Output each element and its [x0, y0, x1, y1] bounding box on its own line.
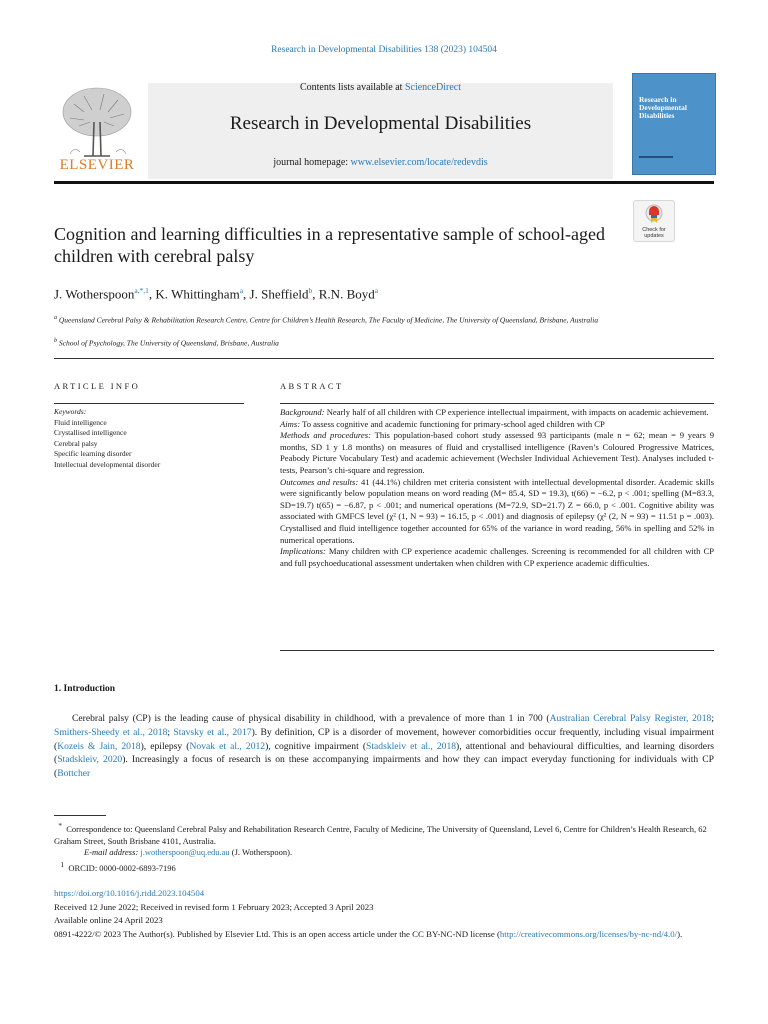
implications-text: Many children with CP experience academic challenges. Screening is recommended for all children with CP and full psychoeducational assessment undertaken when children with CP experience academic difficulties.	[280, 546, 714, 568]
sciencedirect-link[interactable]: ScienceDirect	[404, 82, 462, 93]
methods-label: Methods and procedures:	[280, 430, 371, 441]
article-title: Cognition and learning difficulties in a representative sample of school-aged children with cerebral palsy	[54, 224, 606, 266]
check-for-updates-badge[interactable]	[633, 200, 675, 242]
journal-cover-thumbnail[interactable]	[632, 73, 716, 175]
citation-link[interactable]: Bottcher	[57, 768, 91, 780]
author-affiliation-mark[interactable]: a,*,1	[134, 286, 149, 295]
keyword-item: Specific learning disorder	[54, 449, 132, 458]
journal-title: Research in Developmental Disabilities	[229, 113, 532, 134]
abstract-rule	[280, 403, 714, 404]
doi-text[interactable]: https://doi.org/10.1016/j.ridd.2023.104504	[54, 888, 205, 898]
cover-rule	[639, 156, 673, 158]
intro-text: ), cognitive impairment (	[265, 740, 367, 752]
keyword-item: Cerebral palsy	[54, 438, 98, 448]
check-updates-label: Check for updates	[642, 227, 666, 239]
footnote-mark: *	[58, 821, 62, 830]
article-info-heading: ARTICLE INFO	[54, 381, 141, 391]
citation-link[interactable]: Stadskleiv, 2020	[57, 754, 123, 766]
elsevier-wordmark: ELSEVIER	[59, 157, 135, 173]
citation-link[interactable]: Kozeis & Jain, 2018	[57, 740, 141, 752]
author-affiliation-mark[interactable]: b	[308, 286, 313, 295]
email-owner: (J. Wotherspoon).	[231, 847, 293, 857]
article-info-rule	[54, 403, 244, 404]
license-link[interactable]: http://creativecommons.org/licenses/by-nc-nd/4.0/	[499, 929, 678, 939]
email-label: E-mail address:	[84, 847, 139, 857]
citation-link[interactable]: Smithers-Sheedy et al., 2018	[54, 726, 168, 738]
check-updates-icon	[645, 204, 663, 226]
author-affiliation-mark[interactable]: a	[239, 286, 244, 295]
keyword-item: Crystallised intelligence	[54, 428, 127, 437]
keywords-label: Keywords:	[54, 407, 87, 416]
affiliation-mark: b	[54, 338, 57, 344]
abstract-background	[280, 407, 714, 419]
abstract-implications	[280, 546, 714, 569]
author-name: K. Whittingham	[155, 286, 240, 302]
affiliation-text: Queensland Cerebral Palsy & Rehabilitation Research Centre, Centre for Children’s Health Research, The Faculty of Medicine, The University of Queensland, Brisbane, Australia	[58, 315, 599, 325]
received-dates: Received 12 June 2022; Received in revised form 1 February 2023; Accepted 3 April 2023	[54, 902, 374, 912]
online-date: Available online 24 April 2023	[54, 915, 163, 925]
affiliation-rule	[54, 358, 714, 359]
license-statement	[54, 928, 714, 940]
aims-text: To assess cognitive and academic functioning for primary-school aged children with CP	[302, 418, 605, 429]
contents-line	[148, 82, 613, 93]
introduction-heading: 1. Introduction	[54, 684, 116, 694]
journal-reference-link[interactable]: Research in Developmental Disabilities 138 (2023) 104504	[271, 45, 497, 55]
abstract-heading: ABSTRACT	[280, 381, 344, 391]
contents-prefix: Contents lists available at	[299, 82, 405, 93]
author-list: J. Wotherspoon$^{a,*,1}$, K. Whittingham$^a$, J. Sheffield$^b$, R.N. Boyd$^a$	[54, 286, 379, 302]
affiliation-a	[54, 313, 634, 326]
doi-link[interactable]	[54, 887, 714, 899]
abstract-outcomes	[280, 477, 714, 547]
author-name: J. Sheffield	[249, 286, 309, 302]
outcomes-label: Outcomes and results:	[280, 476, 359, 487]
implications-label: Implications:	[280, 546, 326, 557]
license-text: 0891-4222/© 2023 The Author(s). Published by Elsevier Ltd. This is an open access article under the CC BY-NC-ND license (	[54, 929, 500, 939]
intro-text: ;	[167, 726, 174, 738]
correspondence-text: Correspondence to: Queensland Cerebral Palsy and Rehabilitation Research Centre, Faculty of Medicine, The University of Queensland, Level 6, Centre for Children’s Health Research, 62 Graham Street, South Brisbane 4101, Australia.	[54, 823, 707, 847]
introduction-paragraph	[54, 712, 714, 781]
keywords-block	[54, 407, 244, 470]
orcid-text: ORCID: 0000-0002-6893-7196	[68, 862, 176, 873]
intro-text: Cerebral palsy (CP) is the leading cause of physical disability in childhood, with a prevalence of more than 1 in 700 (	[72, 713, 550, 724]
abstract-end-rule	[280, 650, 714, 651]
footnote-mark: 1	[60, 860, 65, 869]
affiliation-b	[54, 336, 634, 349]
intro-text: ). By definition, CP is a disorder of movement, however comorbidities occur frequently, including visual impairment (	[54, 726, 715, 752]
aims-label: Aims:	[280, 418, 301, 429]
affiliation-text: School of Psychology, The University of Queensland, Brisbane, Australia	[58, 338, 279, 348]
methods-text: This population-based cohort study assessed 93 participants (male n = 62; mean = 9 years 9 months, SD 1 y 1.8 months) on measures of fluid and crystallised intelligence (Raven’s Coloured Progressive Matrices, Peabody Picture Vocabulary Test) and academic achievement (Wechsler Individual Achievement Test). Analyses included t-tests, Pearson’s chi-square and regression.	[280, 430, 714, 475]
background-label: Background:	[280, 407, 325, 417]
abstract-aims	[280, 419, 714, 431]
homepage-link[interactable]: www.elsevier.com/locate/redevdis	[350, 157, 488, 168]
abstract-methods	[280, 430, 714, 476]
abstract-body	[280, 407, 714, 569]
author-affiliation-mark[interactable]: a	[374, 286, 379, 295]
footnote-rule	[54, 815, 106, 816]
author-name: R.N. Boyd	[318, 286, 375, 302]
intro-text: ). Increasingly a focus of research is on these accompanying impairments and how they can impact everyday functioning for individuals with CP (	[54, 754, 714, 780]
homepage-line	[148, 157, 613, 168]
intro-text: ), attentional and behavioural difficulties, and learning disorders (	[54, 740, 714, 766]
header-rule	[54, 181, 714, 184]
intro-text: ;	[711, 713, 714, 724]
background-text: Nearly half of all children with CP experience intellectual impairment, with impacts on academic achievement.	[326, 407, 709, 417]
keyword-item: Intellectual developmental disorder	[54, 459, 161, 469]
citation-link[interactable]: Novak et al., 2012	[189, 740, 266, 752]
citation-link[interactable]: Australian Cerebral Palsy Register, 2018	[549, 713, 712, 724]
affiliation-mark: a	[54, 315, 57, 321]
author-name: J. Wotherspoon	[54, 286, 135, 302]
intro-text: ), epilepsy (	[140, 740, 190, 752]
keyword-item: Fluid intelligence	[54, 417, 107, 427]
cover-title: Research in Developmental Disabilities	[639, 95, 687, 120]
outcomes-text: 41 (44.1%) children met criteria consistent with intellectual developmental disorder. Academic skills were significantly below population means on word reading (M= 85.4, SD = 19.3), t(66) = −6.2, p < .001; spelling (M=83.3, SD=19.7) t(65) = −6.87, p < .001; and numerical operations (M=72.9, SD=21.7) Z = 66.0, p < .001. Cognitive ability was associated with GMFCS level (χ² (1, N = 93) = 16.15, p < .001) and diagnosis of epilepsy (χ² (2, N = 93) = 11.51 p = .003). Crystallised and fluid intelligence together accounted for 65% of the variance in word reading, 56% in spelling and 52% in numerical operations.	[280, 476, 714, 545]
license-text: ).	[677, 929, 683, 939]
email-footnote	[84, 846, 714, 858]
correspondence-footnote	[54, 820, 714, 847]
homepage-prefix: journal homepage:	[273, 157, 351, 168]
citation-link[interactable]: Stadskleiv et al., 2018	[366, 740, 457, 752]
orcid-footnote	[54, 859, 714, 874]
email-link[interactable]: j.wotherspoon@uq.edu.au	[140, 847, 230, 857]
citation-link[interactable]: Stavsky et al., 2017	[173, 726, 252, 738]
